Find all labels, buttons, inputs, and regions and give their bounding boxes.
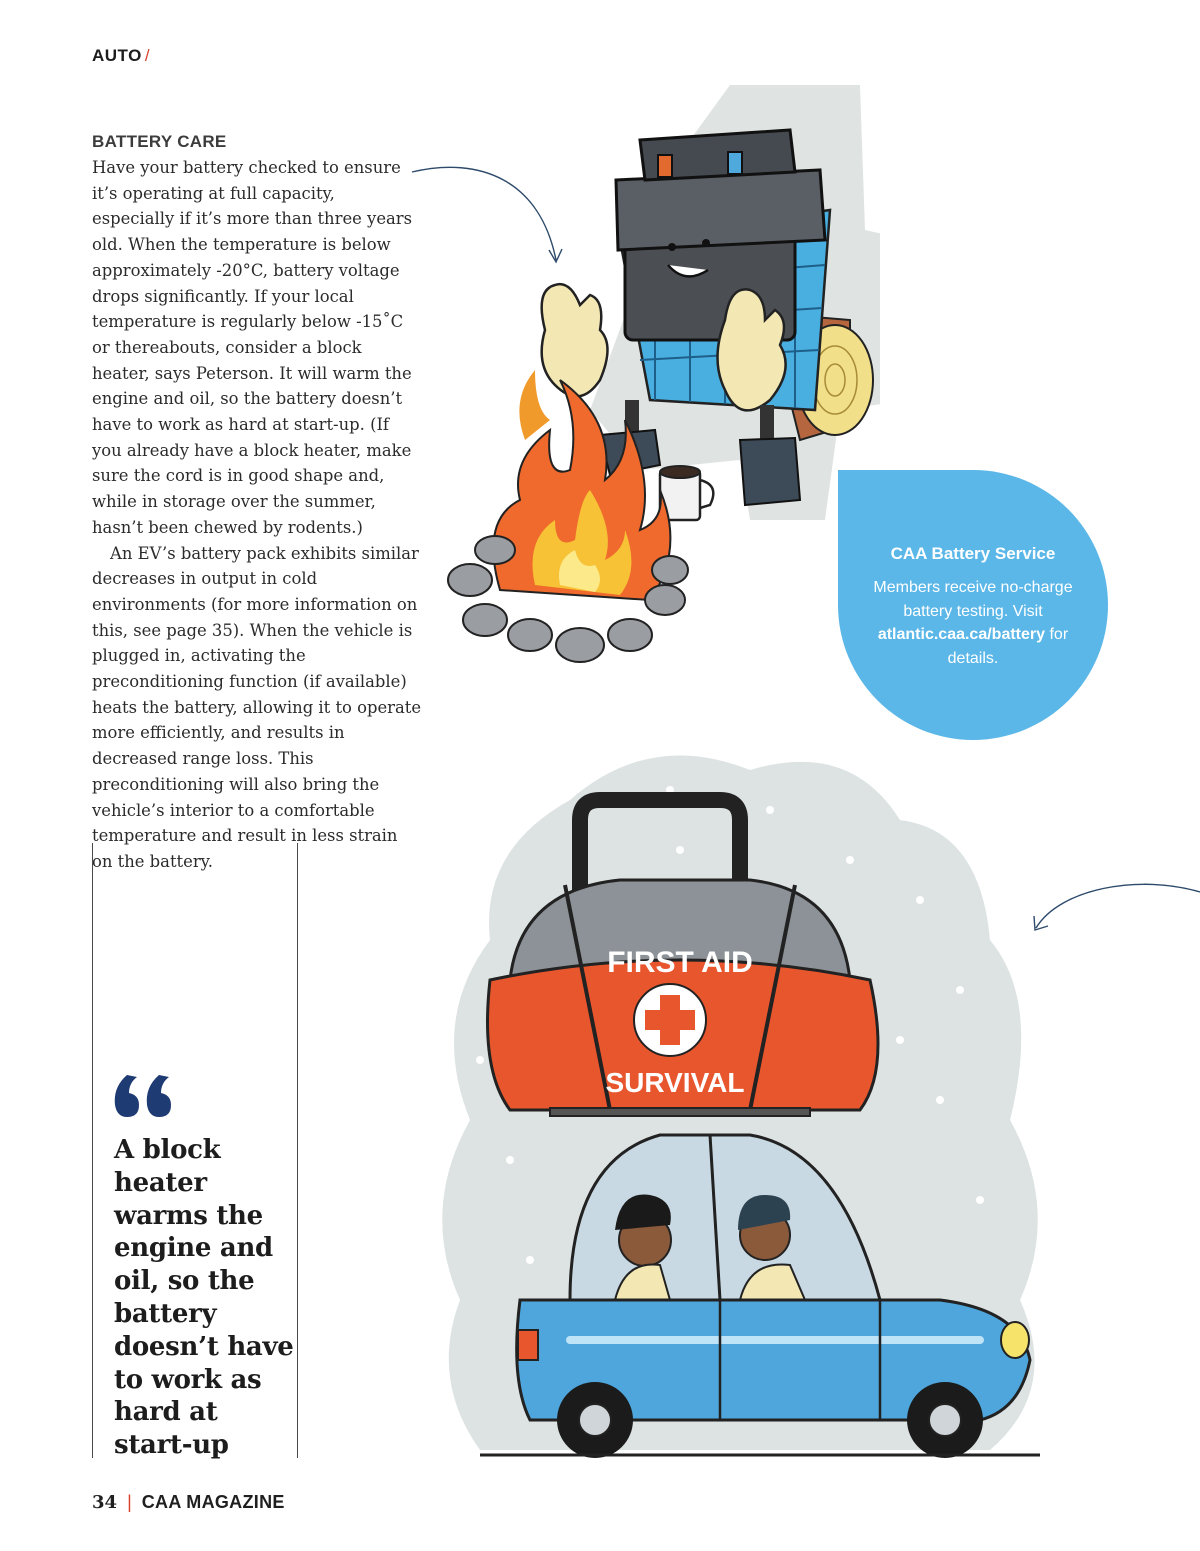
footer-separator: | bbox=[127, 1492, 132, 1512]
bag-bottom-text: SURVIVAL bbox=[605, 1067, 745, 1098]
section-slash: / bbox=[144, 46, 151, 65]
pull-quote bbox=[92, 843, 298, 1461]
article-paragraph-2: An EV’s battery pack exhibits similar decreases in output in cold environments (for more information on this, see page 35). When the vehicle is plugged in, activating the preconditioning function (if available) heats the battery, allowing it to operate more efficiently, and results in decreased range loss. This preconditioning will also bring the vehicle’s interior to a comfortable temperature and result in less strain on the battery. bbox=[92, 543, 422, 871]
page-footer bbox=[92, 1492, 285, 1513]
section-name: AUTO bbox=[92, 46, 142, 65]
section-label bbox=[92, 46, 150, 66]
callout-link[interactable]: atlantic.caa.ca/battery bbox=[877, 626, 1046, 643]
car-survival-kit-illustration bbox=[420, 740, 1080, 1470]
article-paragraph-1: Have your battery checked to ensure it’s operating at full capacity, especially if it’s more than three years old. When the temperature is below approximately -20°C, battery voltage drops significantly. If your local temperature is regularly below -15˚C or thereabouts, consider a block heater, says Peterson. It will warm the engine and oil, so the battery doesn’t have to work as hard at start-up. (If you already have a block heater, make sure the cord is in good shape and, while in storage over the summer, hasn’t been chewed by rodents.) bbox=[92, 158, 413, 537]
article-heading: BATTERY CARE bbox=[92, 132, 227, 151]
callout-text: Members receive no-charge battery testing. Visit bbox=[873, 579, 1073, 620]
roof-rack bbox=[550, 1108, 810, 1116]
bag-top-text: FIRST AID bbox=[607, 946, 753, 979]
battery-campfire-illustration bbox=[440, 80, 880, 670]
callout-body bbox=[860, 576, 1086, 670]
magazine-name: CAA MAGAZINE bbox=[141, 1492, 285, 1512]
battery-character bbox=[616, 130, 825, 340]
article-body bbox=[92, 132, 422, 875]
callout-text-end: for details. bbox=[947, 626, 1069, 667]
quote-mark-icon bbox=[113, 1071, 175, 1119]
callout-title: CAA Battery Service bbox=[890, 544, 1056, 563]
battery-service-callout bbox=[838, 470, 1108, 740]
page-number: 34 bbox=[92, 1492, 118, 1513]
pull-quote-text: A block heater warms the engine and oil, so the battery doesn’t have to work as hard at start-up bbox=[114, 1135, 294, 1461]
